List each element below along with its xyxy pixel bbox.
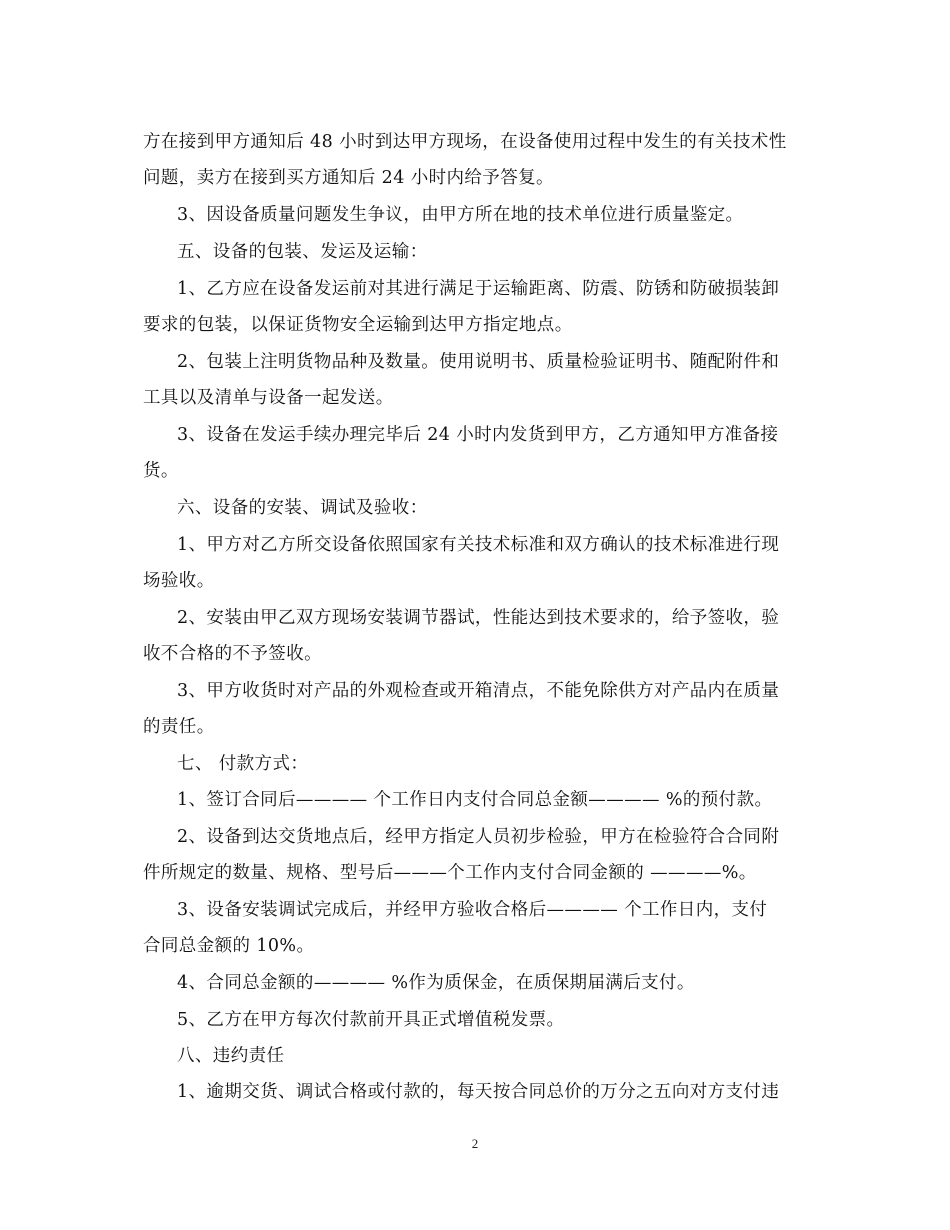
text-line: 1、甲方对乙方所交设备依照国家有关技术标准和双方确认的技术标准进行现 xyxy=(177,535,780,555)
text-line: 3、因设备质量问题发生争议，由甲方所在地的技术单位进行质量鉴定。 xyxy=(177,205,744,225)
text-line: 3、设备在发运手续办理完毕后 24 小时内发货到甲方，乙方通知甲方准备接 xyxy=(177,425,779,445)
section-heading: 六、设备的安装、调试及验收： xyxy=(177,498,428,518)
text-line: 场验收。 xyxy=(143,571,215,591)
text-line: 方在接到甲方通知后 48 小时到达甲方现场，在设备使用过程中发生的有关技术性 xyxy=(143,132,787,152)
text-line: 1、逾期交货、调试合格或付款的，每天按合同总价的万分之五向对方支付违 xyxy=(177,1082,780,1102)
text-line: 2、安装由甲乙双方现场安装调节器试，性能达到技术要求的，给予签收，验 xyxy=(177,608,780,628)
text-line: 件所规定的数量、规格、型号后———个工作内支付合同金额的 ————%。 xyxy=(143,863,757,883)
section-heading: 五、设备的包装、发运及运输： xyxy=(177,242,428,262)
text-line: 收不合格的不予签收。 xyxy=(143,644,322,664)
page-number: 2 xyxy=(471,1136,479,1151)
text-line: 2、包装上注明货物品种及数量。使用说明书、质量检验证明书、随配附件和 xyxy=(177,352,780,372)
text-line: 的责任。 xyxy=(143,717,215,737)
text-line: 3、甲方收货时对产品的外观检查或开箱清点，不能免除供方对产品内在质量 xyxy=(177,681,780,701)
text-line: 问题，卖方在接到买方通知后 24 小时内给予答复。 xyxy=(143,168,554,188)
text-line: 4、合同总金额的———— %作为质保金，在质保期届满后支付。 xyxy=(177,973,695,993)
text-line: 货。 xyxy=(143,461,179,481)
text-line: 1、签订合同后———— 个工作日内支付合同总金额———— %的预付款。 xyxy=(177,790,773,810)
section-heading: 八、违约责任 xyxy=(177,1046,285,1066)
text-line: 合同总金额的 10%。 xyxy=(143,936,315,956)
text-line: 要求的包装，以保证货物安全运输到达甲方指定地点。 xyxy=(143,315,573,335)
text-line: 工具以及清单与设备一起发送。 xyxy=(143,388,394,408)
section-heading: 七、 付款方式： xyxy=(177,754,309,774)
text-line: 1、乙方应在设备发运前对其进行满足于运输距离、防震、防锈和防破损装卸 xyxy=(177,279,780,299)
text-line: 5、乙方在甲方每次付款前开具正式增值税发票。 xyxy=(177,1010,565,1030)
text-line: 3、设备安装调试完成后，并经甲方验收合格后———— 个工作日内，支付 xyxy=(177,900,768,920)
text-line: 2、设备到达交货地点后，经甲方指定人员初步检验，甲方在检验符合合同附 xyxy=(177,827,780,847)
